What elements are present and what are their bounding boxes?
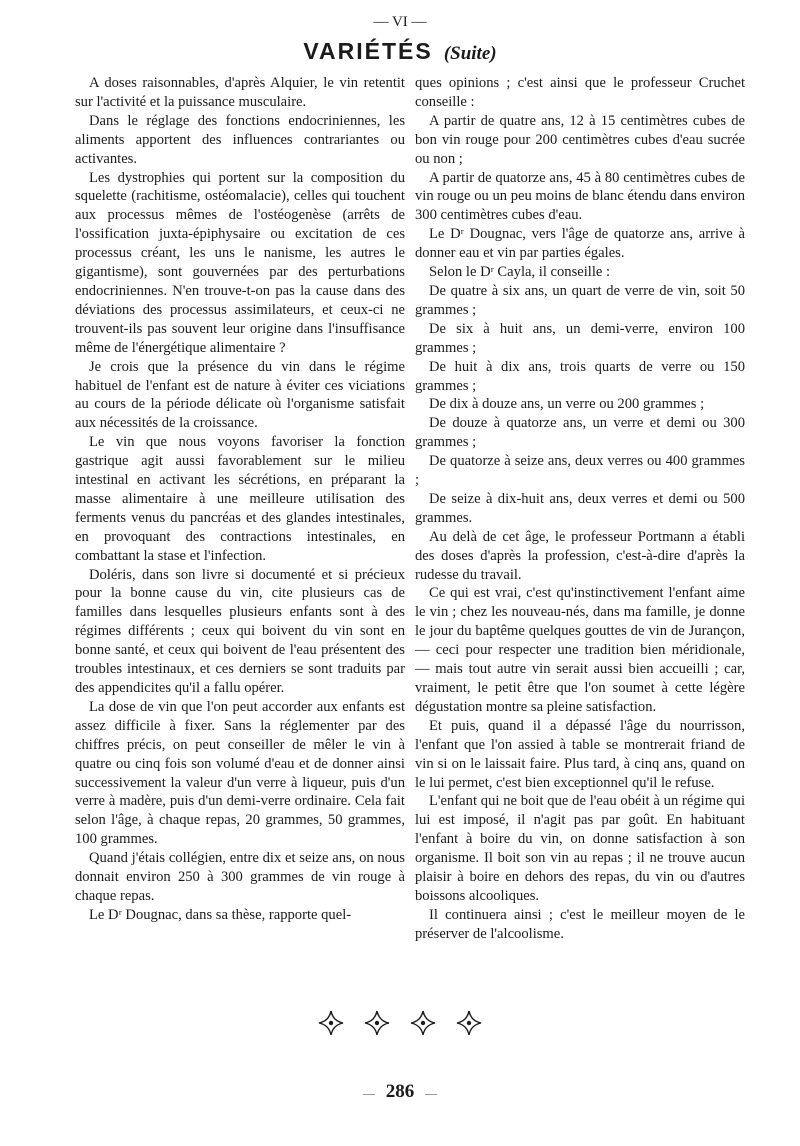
footer-dash-left: — — [363, 1086, 375, 1100]
page-number: 286 — [385, 1081, 415, 1102]
left-column — [75, 74, 405, 925]
dose-item: De quatorze à seize ans, deux verres ou 400 grammes ; — [415, 453, 745, 489]
dose-item: De douze à quatorze ans, un verre et demi ou 300 grammes ; — [415, 415, 745, 451]
paragraph: Le vin que nous voyons favoriser la fonction gastrique agit aussi favorablement sur le milieu intestinal en activant les sécrétions, en préparant la masse alimentaire à une meilleure utilisation des ferments venus du pancréas et des glandes intestinales, en provoquant des contractions intestinales, en combattant la stase et l'infection. — [75, 434, 405, 564]
paragraph: Je crois que la présence du vin dans le régime habituel de l'enfant est de nature à éviter ces viciations au cours de la période délicate où l'organisme satisfait aux nécessités de la croissance. — [75, 358, 405, 432]
ornament-star-icon — [410, 1010, 436, 1036]
paragraph: Le Dʳ Dougnac, vers l'âge de quatorze ans, arrive à donner eau et vin par parties égales. — [415, 226, 745, 262]
ornament-star-icon — [456, 1010, 482, 1036]
paragraph: Le Dʳ Dougnac, dans sa thèse, rapporte quel- — [89, 906, 352, 923]
paragraph: A partir de quatre ans, 12 à 15 centimètres cubes de bon vin rouge pour 200 centimètres cubes d'eau sucrée ou non ; — [415, 112, 745, 167]
ornament-star-icon — [364, 1010, 390, 1036]
section-subtitle: (Suite) — [443, 43, 497, 64]
paragraph: Et puis, quand il a dépassé l'âge du nourrisson, l'enfant que l'on assied à table se montrerait friand de vin si on le laissait faire. Plus tard, à cinq ans, quand on le lui permet, c'est bien exceptionnel qu'il le refuse. — [415, 717, 745, 791]
ornament-star-icon — [318, 1010, 344, 1036]
dose-item: De seize à dix-huit ans, deux verres et demi ou 500 grammes. — [415, 490, 745, 526]
dose-item: De dix à douze ans, un verre ou 200 grammes ; — [429, 396, 705, 413]
folio-header: — VI — — [373, 14, 427, 30]
section-heading — [0, 38, 800, 65]
paragraph: Doléris, dans son livre si documenté et si précieux pour la bonne cause du vin, cite plusieurs cas de familles dans lesquelles plusieurs enfants sont à des régimes différents ; ceux qui boivent du vin sont en bonne santé, et ceux qui boivent de l'eau présentent des troubles intestinaux, et ces derniers se sont traduits par des appendicites qu'il a fallu opérer. — [75, 566, 405, 696]
ornament-row — [0, 1010, 800, 1036]
paragraph: A partir de quatorze ans, 45 à 80 centimètres cubes de vin rouge ou un peu moins de blanc étendu dans environ 300 centimètres cubes d'eau. — [415, 169, 745, 224]
paragraph: Il continuera ainsi ; c'est le meilleur moyen de le préserver de l'alcoolisme. — [415, 906, 745, 942]
paragraph: Ce qui est vrai, c'est qu'instinctivement l'enfant aime le vin ; chez les nouveau-nés, dans ma famille, je donne le jour du baptême quelques gouttes de vin de Jurançon, — ceci pour respecter une tradition bien méridionale, — mais tout autre vin serait aussi bien accueilli ; car, vraiment, le petit être que l'on soumet à cette légère dégustation montre sa pleine satisfaction. — [415, 585, 745, 715]
page-footer — [0, 1081, 800, 1103]
dose-item: De six à huit ans, un demi-verre, environ 100 grammes ; — [415, 320, 745, 356]
paragraph: L'enfant qui ne boit que de l'eau obéit à un régime qui lui est imposé, il n'agit pas par goût. En habituant l'enfant à boire du vin, on donne satisfaction à son organisme. Il boit son vin au repas ; il ne trouve aucun plaisir à boire en dehors des repas, du vin ou d'autres boissons alcooliques. — [415, 793, 745, 904]
section-title: VARIÉTÉS — [303, 38, 433, 64]
paragraph: Quand j'étais collégien, entre dix et seize ans, on nous donnait environ 250 à 300 grammes de vin rouge à chaque repas. — [75, 850, 405, 904]
right-column — [415, 74, 745, 944]
paragraph: La dose de vin que l'on peut accorder aux enfants est assez difficile à fixer. Sans la réglementer par des chiffres précis, on peut conseiller de mêler le vin à quatre ou cinq fois son volumé d'eau et de donner ainsi successivement la valeur d'un verre à liqueur, puis d'un verre à madère, puis d'un demi-verre ordinaire. Cela fait selon l'âge, à chaque repas, 20 grammes, 50 grammes, 100 grammes. — [75, 698, 405, 848]
paragraph: Au delà de cet âge, le professeur Portmann a établi des doses d'après la profession, c'est-à-dire d'après la rudesse du travail. — [415, 528, 745, 583]
paragraph: Les dystrophies qui portent sur la composition du squelette (rachitisme, ostéomalacie), celles qui touchent aux processus mêmes de l'ostéogenèse (arrêts de l'ossification juxta-épiphysaire ou excitation de ces processus créant, les uns le nanisme, les autres le gigantisme), sont gouvernées par des perturbations endocriniennes. N'en trouve-t-on pas la cause dans des déviations des processus assimilateurs, et ceux-ci ne trouvent-ils pas souvent leur origine dans l'insuffisance même de l'énergétique alimentaire ? — [75, 169, 405, 356]
paragraph: Dans le réglage des fonctions endocriniennes, les aliments apportent des influences contrariantes ou activantes. — [75, 112, 405, 167]
paragraph-continued: ques opinions ; c'est ainsi que le professeur Cruchet conseille : — [415, 75, 745, 110]
paragraph: Selon le Dʳ Cayla, il conseille : — [429, 264, 611, 281]
paragraph: A doses raisonnables, d'après Alquier, le vin retentit sur l'activité et la puissance musculaire. — [75, 75, 405, 110]
footer-dash-right: — — [425, 1086, 437, 1100]
dose-item: De huit à dix ans, trois quarts de verre ou 150 grammes ; — [415, 358, 745, 394]
dose-item: De quatre à six ans, un quart de verre de vin, soit 50 grammes ; — [415, 282, 745, 318]
